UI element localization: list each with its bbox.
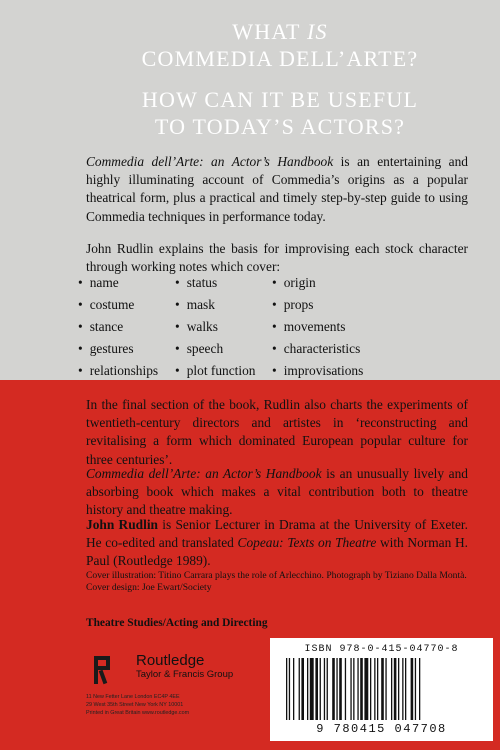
list-item: • improvisations [272,362,363,380]
cover-credits [86,570,476,593]
publisher-block [136,652,233,681]
publisher-name: Routledge [136,652,205,669]
author-bio-text-2: with Norman H. Paul (Routledge 1989). [86,535,468,569]
explains-paragraph: John Rudlin explains the basis for improvising each stock character through working notes which cover: [86,241,468,275]
headline-question-1 [60,18,500,72]
isbn-label: ISBN 978-0-415-04770-8 [304,644,459,655]
cover-design-credit: Cover design: Joe Ewart/Society [86,581,212,593]
list-item: • costume [78,296,134,314]
author-name: John Rudlin [86,517,159,532]
address-line: 29 West 35th Street New York NY 10001 [86,702,184,708]
list-item: • mask [175,296,215,314]
headline-q1-part-a: WHAT [232,19,307,44]
isbn-barcode-box [270,638,493,741]
address-line: 11 New Fetter Lane London EC4P 4EE [86,694,180,700]
headline-q2-part-b: TO TODAY’S ACTORS? [154,114,406,139]
address-line: Printed in Great Britain www.routledge.com [86,710,190,716]
intro-book-title: Commedia dell’Arte: an Actor’s Handbook [86,154,334,169]
list-item: • gestures [78,340,134,358]
intro-text: is an entertaining and highly illuminating account of Commedia’s origins as a popular theatrical form, plus a practical and timely step-by-step guide to using Commedia techniques in performance today. [86,154,468,224]
headline-q1-emphasis: IS [306,19,328,44]
author-book-title: Copeau: Texts on Theatre [237,535,377,551]
intro-paragraph [86,153,468,226]
author-bio-text: is Senior Lecturer in Drama at the University of Exeter. He co-edited and translated [86,517,468,551]
routledge-logo-icon [86,652,126,688]
list-item: • movements [272,318,345,336]
subject-category: Theatre Studies/Acting and Directing [86,617,268,629]
barcode-digits: 9 780415 047708 [316,722,447,736]
list-item: • name [78,274,119,292]
headline-q2-part-a: HOW CAN IT BE USEFUL [141,87,419,112]
publisher-address [86,693,296,717]
list-item: • props [272,296,313,314]
cover-illustration-credit: Cover illustration: Titino Carrara plays the role of Arlecchino. Photograph by Tiziano Dalla Montà. [86,570,467,581]
barcode-icon [284,658,482,720]
list-item: • stance [78,318,123,336]
author-bio [86,516,468,571]
absorbing-book-title: Commedia dell’Arte: an Actor’s Handbook [86,466,322,481]
absorbing-paragraph [86,465,468,520]
list-item: • status [175,274,217,292]
list-item: • speech [175,340,223,358]
publisher-group: Taylor & Francis Group [136,669,234,680]
list-item: • relationships [78,362,158,380]
list-item: • origin [272,274,316,292]
headline-question-2 [60,86,500,140]
list-item: • walks [175,318,218,336]
final-section-paragraph: In the final section of the book, Rudlin also charts the experiments of twentieth-century directors and artistes in ‘reconstructing and revitalising a form which dominated European popular culture for three centuries’. [86,397,468,467]
list-item: • plot function [175,362,256,380]
headline-q1-part-b: COMMEDIA DELL’ARTE? [141,46,419,71]
list-item: • characteristics [272,340,360,358]
absorbing-text: is an unusually lively and absorbing book which makes a vital contribution both to theatre history and theatre making. [86,466,468,518]
